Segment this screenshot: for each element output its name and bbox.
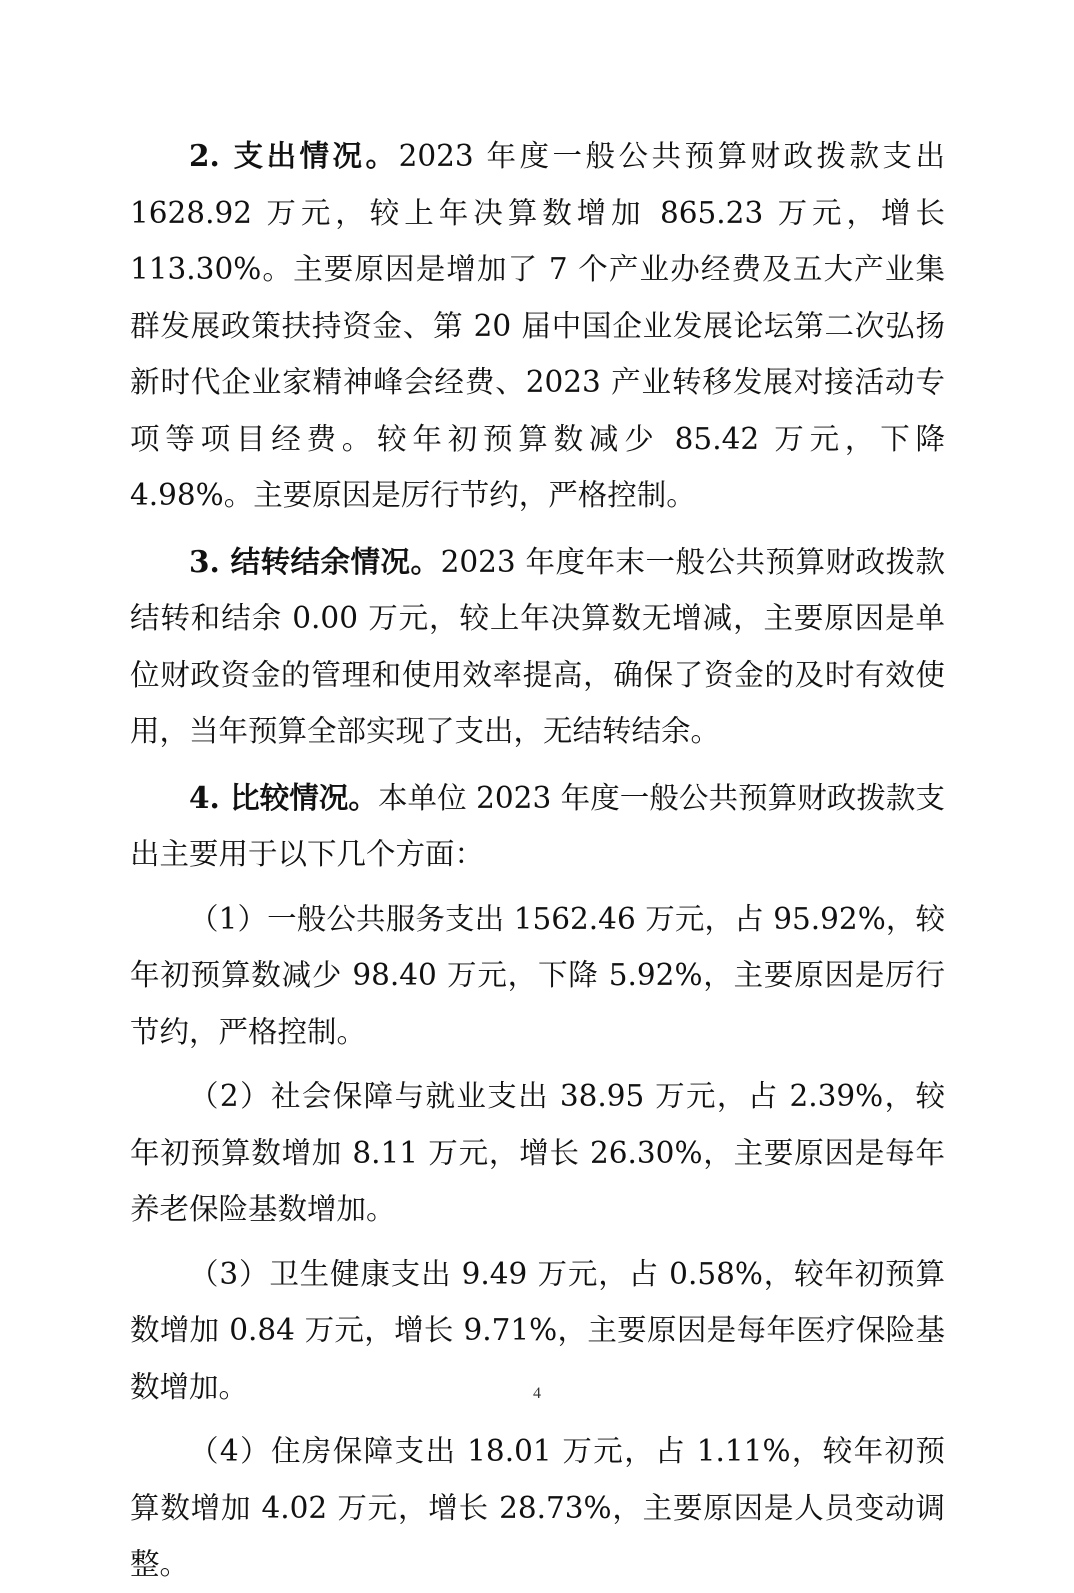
paragraph-carryover	[130, 534, 945, 760]
paragraph-expenditure	[130, 128, 945, 524]
list-item-housing: （4）住房保障支出 18.01 万元，占 1.11%，较年初预算数增加 4.02 万元，增长 28.73%，主要原因是人员变动调整。	[130, 1434, 945, 1581]
list-item-health: （3）卫生健康支出 9.49 万元，占 0.58%，较年初预算数增加 0.84 万元，增长 9.71%，主要原因是每年医疗保险基数增加。	[130, 1256, 945, 1404]
heading-carryover: 3. 结转结余情况。	[189, 543, 441, 579]
heading-expenditure: 2. 支出情况。	[189, 138, 399, 173]
paragraph-comparison	[130, 770, 945, 883]
document-body	[130, 128, 945, 1593]
list-item-general-public-services: （1）一般公共服务支出 1562.46 万元，占 95.92%，较年初预算数减少 98.40 万元，下降 5.92%，主要原因是厉行节约，严格控制。	[130, 901, 945, 1049]
paragraph-comparison-text: 本单位 2023 年度一般公共预算财政拨款支出主要用于以下几个方面：	[130, 780, 945, 871]
list-item-social-security: （2）社会保障与就业支出 38.95 万元，占 2.39%，较年初预算数增加 8.11 万元，增长 26.30%，主要原因是每年养老保险基数增加。	[130, 1079, 945, 1226]
page-number: 4	[533, 1385, 541, 1402]
paragraph-carryover-text: 2023 年度年末一般公共预算财政拨款结转和结余 0.00 万元，较上年决算数无增减，主要原因是单位财政资金的管理和使用效率提高，确保了资金的及时有效使用，当年预算全部实现了支出，无结转结余。	[130, 544, 945, 748]
heading-comparison: 4. 比较情况。	[189, 779, 378, 815]
paragraph-expenditure-text: 2023 年度一般公共预算财政拨款支出 1628.92 万元，较上年决算数增加 865.23 万元，增长 113.30%。主要原因是增加了 7 个产业办经费及五大产业集群发展政策扶持资金、第 20 届中国企业发展论坛第二次弘扬新时代企业家精神峰会经费、2023 产业转移发展对接活动专项等项目经费。较年初预算数减少 85.42 万元，下降 4.98%。主要原因是厉行节约，严格控制。	[130, 139, 945, 512]
